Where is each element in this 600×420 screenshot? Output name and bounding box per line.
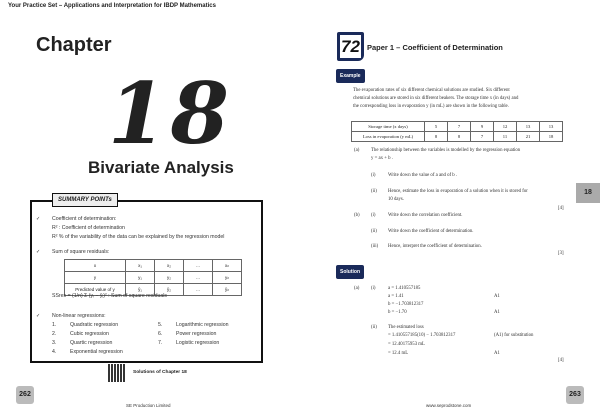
marks: [4]	[558, 206, 564, 211]
question-text: Write down the value of a and of b .	[388, 173, 458, 178]
qr-caption: Solutions of Chapter 18	[133, 370, 187, 375]
question-text: Hence, estimate the loss in evaporation of a solution when it is stored for	[388, 189, 528, 194]
question-text: Hence, interpret the coefficient of determination.	[388, 244, 482, 249]
intro-line: chemical solutions are stored in six different beakers. The storage time x (in days) and	[353, 96, 519, 101]
list-item: Quartic regression	[70, 340, 113, 346]
check-icon: ✓	[36, 216, 41, 222]
summary-point: Non-linear regressions:	[52, 313, 106, 319]
mark-label: (A1) for substitution	[494, 333, 534, 338]
summary-point: Coefficient of determination:	[52, 216, 117, 222]
summary-text: R² : Coefficient of determination	[52, 225, 125, 231]
part-label: (i)	[371, 173, 376, 178]
solution-line: = 1.410557185(10) − 1.703812317	[388, 333, 456, 338]
check-icon: ✓	[36, 249, 41, 255]
part-label: (ii)	[371, 189, 377, 194]
marks: [4]	[558, 358, 564, 363]
running-header: Your Practice Set – Applications and Interpretation for IBDP Mathematics	[8, 3, 216, 9]
solution-line: a = 1.41	[388, 294, 404, 299]
page-number-right: 263	[566, 386, 584, 404]
question-number-badge: 72	[337, 32, 364, 61]
part-label: (a)	[354, 148, 360, 153]
list-item: Exponential regression	[70, 349, 123, 355]
intro-line: the corresponding loss in evaporation y (in mL) are shown in the following table.	[353, 104, 509, 109]
solution-line: = 12.4 mL	[388, 351, 409, 356]
part-label: (iii)	[371, 244, 379, 249]
footer-left: SE Production Limited	[126, 403, 171, 408]
part-label: (ii)	[371, 229, 377, 234]
part-label: (i)	[371, 286, 376, 291]
chapter-side-tab: 18	[576, 183, 600, 203]
mark-label: A1	[494, 351, 500, 356]
summary-point: Sum of square residuals:	[52, 249, 110, 255]
part-label: (a)	[354, 286, 360, 291]
question-text: y = ax + b .	[371, 156, 393, 161]
marks: [3]	[558, 251, 564, 256]
solution-line: b = −1.70	[388, 310, 407, 315]
list-item: Cubic regression	[70, 331, 109, 337]
question-title: Paper 1 – Coefficient of Determination	[367, 43, 503, 52]
ss-formula: SSres = (1/n) Σ (yᵢ − ŷᵢ)² : Sum of square residuals	[52, 293, 167, 299]
question-text: The relationship between the variables is modelled by the regression equation	[371, 148, 521, 153]
data-table: Storage time (x days) 5 7 9 12 13 13 Loss in evaporation (y mL) 8 8 7 11 21 18	[351, 121, 563, 142]
example-badge: Example	[336, 69, 365, 83]
part-label: (ii)	[371, 325, 377, 330]
list-item: Quadratic regression	[70, 322, 119, 328]
chapter-label: Chapter	[36, 34, 112, 56]
qr-code-icon[interactable]	[108, 364, 126, 382]
solution-badge: Solution	[336, 265, 364, 279]
question-text: 10 days.	[388, 197, 404, 202]
list-item: Power regression	[176, 331, 217, 337]
intro-line: The evaporation rates of six different chemical solutions are studied. Six different	[353, 88, 510, 93]
footer-right[interactable]: www.seprodstone.com	[426, 403, 472, 408]
summary-text: R² % of the variability of the data can be explained by the regression model	[52, 234, 225, 240]
question-text: Write down the coefficient of determination.	[388, 229, 474, 234]
page-number-left: 262	[16, 386, 34, 404]
part-label: (b)	[354, 213, 360, 218]
solution-line: a = 1.410557185	[388, 286, 421, 291]
summary-tab: SUMMARY POINTs	[52, 193, 118, 207]
solution-line: b = −1.703812317	[388, 302, 424, 307]
residuals-table: x x₁ x₂ ... xₙ y y₁ y₂ ... yₙ Predicted value of y ŷ₁ ŷ₂ ... ŷₙ	[64, 259, 242, 296]
chapter-number: 18	[108, 64, 233, 163]
part-label: (i)	[371, 213, 376, 218]
check-icon: ✓	[36, 313, 41, 319]
chapter-title: Bivariate Analysis	[88, 158, 234, 177]
question-text: Write down the correlation coefficient.	[388, 213, 463, 218]
list-item: Logistic regression	[176, 340, 220, 346]
solution-line: The estimated loss	[388, 325, 424, 330]
mark-label: A1	[494, 310, 500, 315]
mark-label: A1	[494, 294, 500, 299]
list-item: Logarithmic regression	[176, 322, 229, 328]
solution-line: = 12.40175953 mL	[388, 342, 425, 347]
